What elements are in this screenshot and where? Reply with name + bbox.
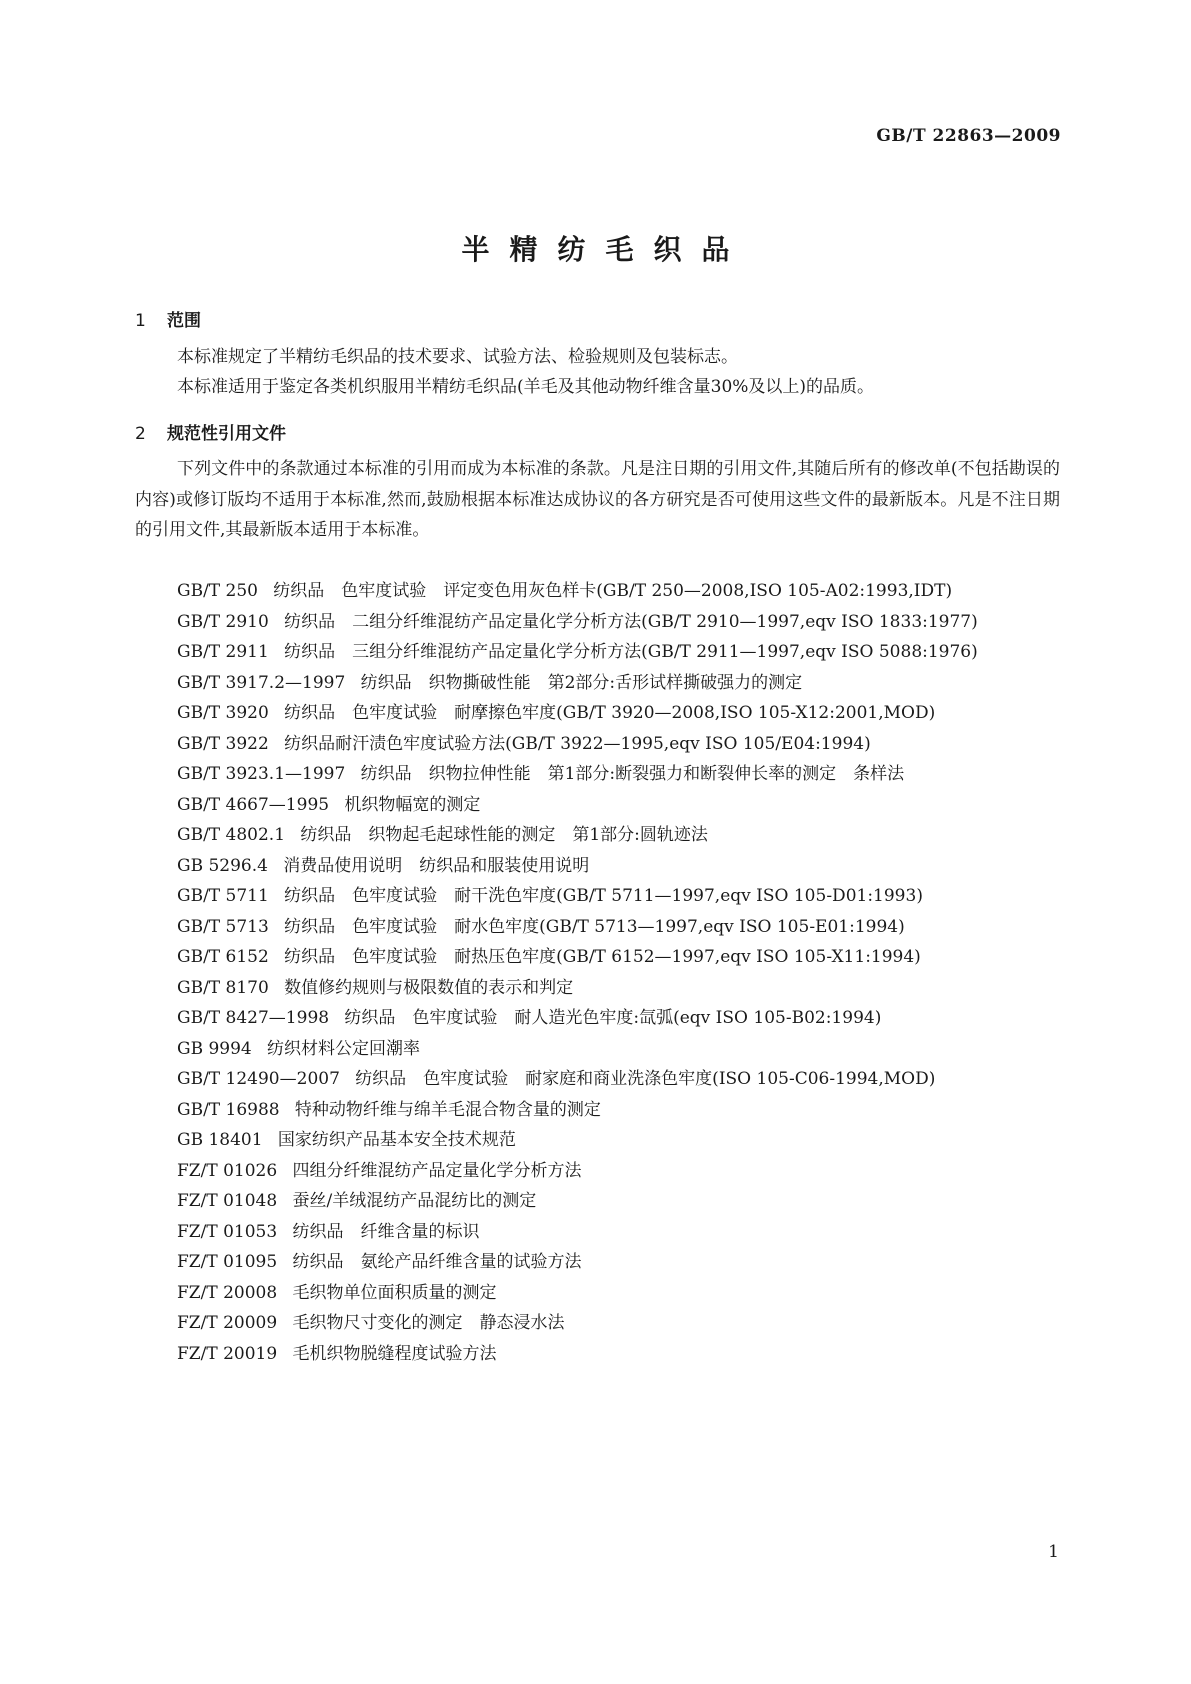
reference-title: 纺织品 纤维含量的标识: [292, 1221, 480, 1242]
reference-code: GB/T 2911: [177, 642, 269, 662]
reference-code: FZ/T 01095: [177, 1252, 278, 1272]
reference-code: GB/T 5711: [177, 886, 269, 906]
reference-item: [135, 942, 1060, 973]
reference-title: 特种动物纤维与绵羊毛混合物含量的测定: [294, 1099, 601, 1120]
reference-title: 消费品使用说明 纺织品和服装使用说明: [283, 855, 590, 876]
reference-title: 机织物幅宽的测定: [344, 794, 481, 815]
page-number: 1: [1048, 1542, 1059, 1562]
paragraph-scope-1: 本标准规定了半精纺毛织品的技术要求、试验方法、检验规则及包装标志。: [177, 347, 738, 367]
section-title: 范围: [167, 311, 201, 331]
reference-item: [135, 912, 1060, 943]
reference-item: [135, 607, 1060, 638]
reference-code: FZ/T 20019: [177, 1343, 278, 1364]
reference-item: [135, 790, 1060, 821]
reference-code: GB/T 4667—1995: [177, 794, 330, 815]
reference-item: [135, 698, 1060, 729]
section-number: 1: [135, 311, 146, 331]
reference-item: [135, 1278, 1060, 1309]
reference-code: GB/T 3923.1—1997: [177, 764, 346, 784]
reference-title: 纺织品 织物起毛起球性能的测定 第1部分:圆轨迹法: [300, 825, 708, 845]
reference-code: GB/T 250: [177, 581, 258, 601]
reference-code: FZ/T 01053: [177, 1221, 278, 1242]
reference-item: [135, 1095, 1060, 1126]
reference-title: 毛织物尺寸变化的测定 静态浸水法: [292, 1313, 565, 1333]
reference-code: GB/T 2910: [177, 611, 269, 632]
reference-title: 纺织品 三组分纤维混纺产品定量化学分析方法(GB/T 2911—1997,eqv ISO 5088:1976): [284, 642, 978, 662]
reference-title: 纺织材料公定回潮率: [267, 1038, 421, 1059]
reference-code: GB/T 4802.1: [177, 825, 286, 845]
reference-code: GB 18401: [177, 1130, 263, 1150]
paragraph-references-intro: 下列文件中的条款通过本标准的引用而成为本标准的条款。凡是注日期的引用文件,其随后所有的修改单(不包括勘误的内容)或修订版均不适用于本标准,然而,鼓励根据本标准达成协议的各方研究是否可使用这些文件的最新版本。凡是不注日期的引用文件,其最新版本适用于本标准。: [135, 459, 1060, 540]
reference-code: GB/T 16988: [177, 1099, 280, 1120]
reference-code: FZ/T 01048: [177, 1191, 278, 1211]
reference-item: [135, 1339, 1060, 1370]
reference-item: [135, 1186, 1060, 1217]
reference-code: GB 9994: [177, 1038, 252, 1059]
reference-title: 纺织品耐汗渍色牢度试验方法(GB/T 3922—1995,eqv ISO 105/E04:1994): [284, 733, 871, 754]
reference-title: 纺织品 色牢度试验 耐摩擦色牢度(GB/T 3920—2008,ISO 105-X12:2001,MOD): [284, 703, 936, 723]
reference-title: 毛织物单位面积质量的测定: [292, 1282, 497, 1303]
reference-code: FZ/T 01026: [177, 1160, 278, 1181]
reference-title: 纺织品 色牢度试验 耐热压色牢度(GB/T 6152—1997,eqv ISO 105-X11:1994): [284, 947, 921, 967]
reference-item: [135, 637, 1060, 668]
reference-list: [135, 576, 1060, 1369]
reference-item: [135, 881, 1060, 912]
section-title: 规范性引用文件: [167, 424, 286, 444]
reference-item: [135, 1217, 1060, 1248]
reference-item: [135, 576, 1060, 607]
reference-item: [135, 1125, 1060, 1156]
reference-code: GB/T 5713: [177, 916, 269, 937]
reference-title: 毛机织物脱缝程度试验方法: [292, 1343, 497, 1364]
reference-title: 四组分纤维混纺产品定量化学分析方法: [292, 1160, 582, 1181]
reference-code: GB/T 3922: [177, 733, 269, 754]
reference-title: 数值修约规则与极限数值的表示和判定: [284, 977, 574, 998]
reference-title: 纺织品 色牢度试验 耐干洗色牢度(GB/T 5711—1997,eqv ISO 105-D01:1993): [284, 886, 923, 906]
reference-title: 纺织品 色牢度试验 耐人造光色牢度:氙弧(eqv ISO 105-B02:1994): [344, 1008, 882, 1028]
reference-title: 纺织品 织物拉伸性能 第1部分:断裂强力和断裂伸长率的测定 条样法: [360, 764, 905, 784]
reference-title: 纺织品 色牢度试验 评定变色用灰色样卡(GB/T 250—2008,ISO 105-A02:1993,IDT): [273, 581, 953, 601]
reference-title: 纺织品 织物撕破性能 第2部分:舌形试样撕破强力的测定: [360, 672, 803, 693]
paragraph-scope-2: 本标准适用于鉴定各类机织服用半精纺毛织品(羊毛及其他动物纤维含量30%及以上)的品质。: [177, 377, 875, 397]
reference-code: GB/T 3917.2—1997: [177, 672, 346, 693]
reference-item: [135, 973, 1060, 1004]
reference-code: GB/T 8427—1998: [177, 1008, 330, 1028]
reference-code: FZ/T 20008: [177, 1282, 278, 1303]
section-heading-scope: [135, 306, 201, 331]
section-number: 2: [135, 424, 146, 444]
reference-item: [135, 1308, 1060, 1339]
reference-title: 国家纺织产品基本安全技术规范: [277, 1130, 516, 1150]
reference-code: GB/T 3920: [177, 703, 269, 723]
reference-item: [135, 820, 1060, 851]
reference-title: 纺织品 氨纶产品纤维含量的试验方法: [292, 1252, 582, 1272]
section-heading-normative-references: [135, 419, 286, 444]
reference-item: [135, 1247, 1060, 1278]
reference-title: 蚕丝/羊绒混纺产品混纺比的测定: [292, 1191, 537, 1211]
reference-item: [135, 1156, 1060, 1187]
document-title: 半精纺毛织品: [461, 233, 750, 266]
reference-code: GB/T 6152: [177, 947, 269, 967]
reference-code: FZ/T 20009: [177, 1313, 278, 1333]
reference-title: 纺织品 色牢度试验 耐家庭和商业洗涤色牢度(ISO 105-C06-1994,MOD): [355, 1069, 936, 1089]
reference-code: GB 5296.4: [177, 855, 268, 876]
reference-item: [135, 729, 1060, 760]
reference-code: GB/T 8170: [177, 977, 269, 998]
standard-code: GB/T 22863—2009: [876, 126, 1061, 146]
reference-item: [135, 1034, 1060, 1065]
reference-item: [135, 1003, 1060, 1034]
reference-item: [135, 759, 1060, 790]
reference-item: [135, 851, 1060, 882]
reference-title: 纺织品 二组分纤维混纺产品定量化学分析方法(GB/T 2910—1997,eqv ISO 1833:1977): [284, 611, 978, 632]
reference-title: 纺织品 色牢度试验 耐水色牢度(GB/T 5713—1997,eqv ISO 105-E01:1994): [284, 916, 905, 937]
reference-code: GB/T 12490—2007: [177, 1069, 340, 1089]
reference-item: [135, 668, 1060, 699]
reference-item: [135, 1064, 1060, 1095]
